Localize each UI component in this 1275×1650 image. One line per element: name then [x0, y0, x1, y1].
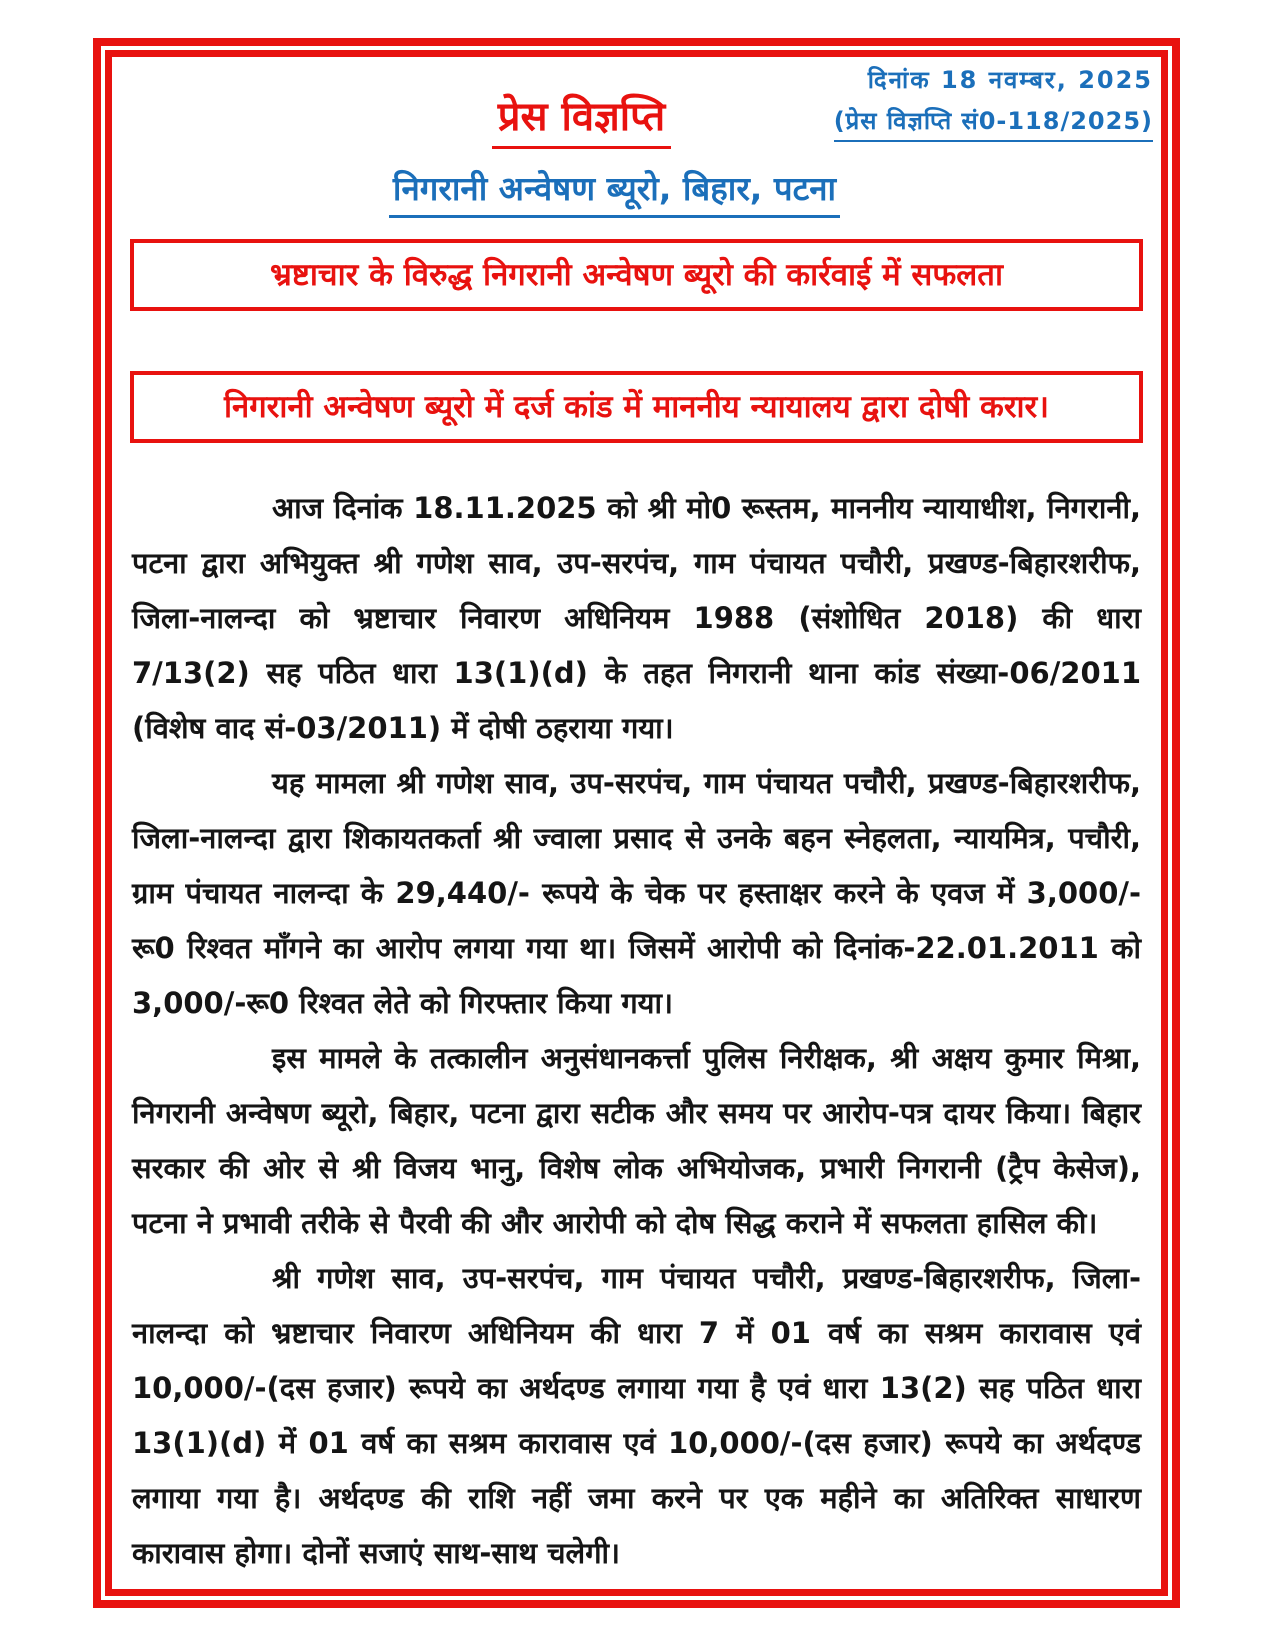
document-content	[112, 57, 1161, 1589]
bureau-name: निगरानी अन्वेषण ब्यूरो, बिहार, पटना	[389, 165, 840, 218]
paragraph-1: आज दिनांक 18.11.2025 को श्री मो0 रूस्तम, माननीय न्यायाधीश, निगरानी, पटना द्वारा अभियुक्त श्री गणेश साव, उप-सरपंच, गाम पंचायत पचौरी, प्रखण्ड-बिहारशरीफ, जिला-नालन्दा को भ्रष्टाचार निवारण अधिनियम 1988 (संशोधित 2018) की धारा 7/13(2) सह पठित धारा 13(1)(d) के तहत निगरानी थाना कांड संख्या-06/2011 (विशेष वाद सं-03/2011) में दोषी ठहराया गया।	[132, 491, 1141, 745]
paragraph-2: यह मामला श्री गणेश साव, उप-सरपंच, गाम पंचायत पचौरी, प्रखण्ड-बिहारशरीफ, जिला-नालन्दा द्वारा शिकायतकर्ता श्री ज्वाला प्रसाद से उनके बहन स्नेहलता, न्यायमित्र, पचौरी, ग्राम पंचायत नालन्दा के 29,440/- रूपये के चेक पर हस्ताक्षर करने के एवज में 3,000/-रू0 रिश्वत माँगने का आरोप लगया गया था। जिसमें आरोपी को दिनांक-22.01.2011 को 3,000/-रू0 रिश्वत लेते को गिरफ्तार किया गया।	[132, 766, 1141, 1020]
paragraph-4: श्री गणेश साव, उप-सरपंच, गाम पंचायत पचौरी, प्रखण्ड-बिहारशरीफ, जिला-नालन्दा को भ्रष्टाचार निवारण अधिनियम की धारा 7 में 01 वर्ष का सश्रम कारावास एवं 10,000/-(दस हजार) रूपये का अर्थदण्ड लगाया गया है एवं धारा 13(2) सह पठित धारा 13(1)(d) में 01 वर्ष का सश्रम कारावास एवं 10,000/-(दस हजार) रूपये का अर्थदण्ड लगाया गया है। अर्थदण्ड की राशि नहीं जमा करने पर एक महीने का अतिरिक्त साधारण कारावास होगा। दोनों सजाएं साथ-साथ चलेगी।	[132, 1261, 1141, 1570]
title-row	[112, 87, 1161, 149]
body-text	[132, 481, 1141, 1581]
headline-box-success-text: भ्रष्टाचार के विरुद्ध निगरानी अन्वेषण ब्यूरो की कार्रवाई में सफलता	[269, 257, 1003, 293]
outer-red-border	[93, 38, 1180, 1608]
paragraph-3: इस मामले के तत्कालीन अनुसंधानकर्त्ता पुलिस निरीक्षक, श्री अक्षय कुमार मिश्रा, निगरानी अन्वेषण ब्यूरो, बिहार, पटना द्वारा सटीक और समय पर आरोप-पत्र दायर किया। बिहार सरकार की ओर से श्री विजय भानु, विशेष लोक अभियोजक, प्रभारी निगरानी (ट्रैप केसेज), पटना ने प्रभावी तरीके से पैरवी की और आरोपी को दोष सिद्ध कराने में सफलता हासिल की।	[132, 1041, 1141, 1240]
bureau-row	[112, 165, 1161, 218]
page-title: प्रेस विज्ञप्ति	[492, 87, 671, 149]
date-line: दिनांक 18 नवम्बर, 2025	[867, 66, 1153, 94]
headline-box-success	[130, 239, 1143, 311]
document-header	[112, 61, 1161, 239]
press-number-line: (प्रेस विज्ञप्ति सं0-118/2025)	[834, 104, 1153, 142]
headline-box-conviction-text: निगरानी अन्वेषण ब्यूरो में दर्ज कांड में माननीय न्यायालय द्वारा दोषी करार।	[224, 389, 1049, 425]
inner-red-border	[105, 50, 1168, 1596]
headline-box-conviction	[130, 371, 1143, 443]
